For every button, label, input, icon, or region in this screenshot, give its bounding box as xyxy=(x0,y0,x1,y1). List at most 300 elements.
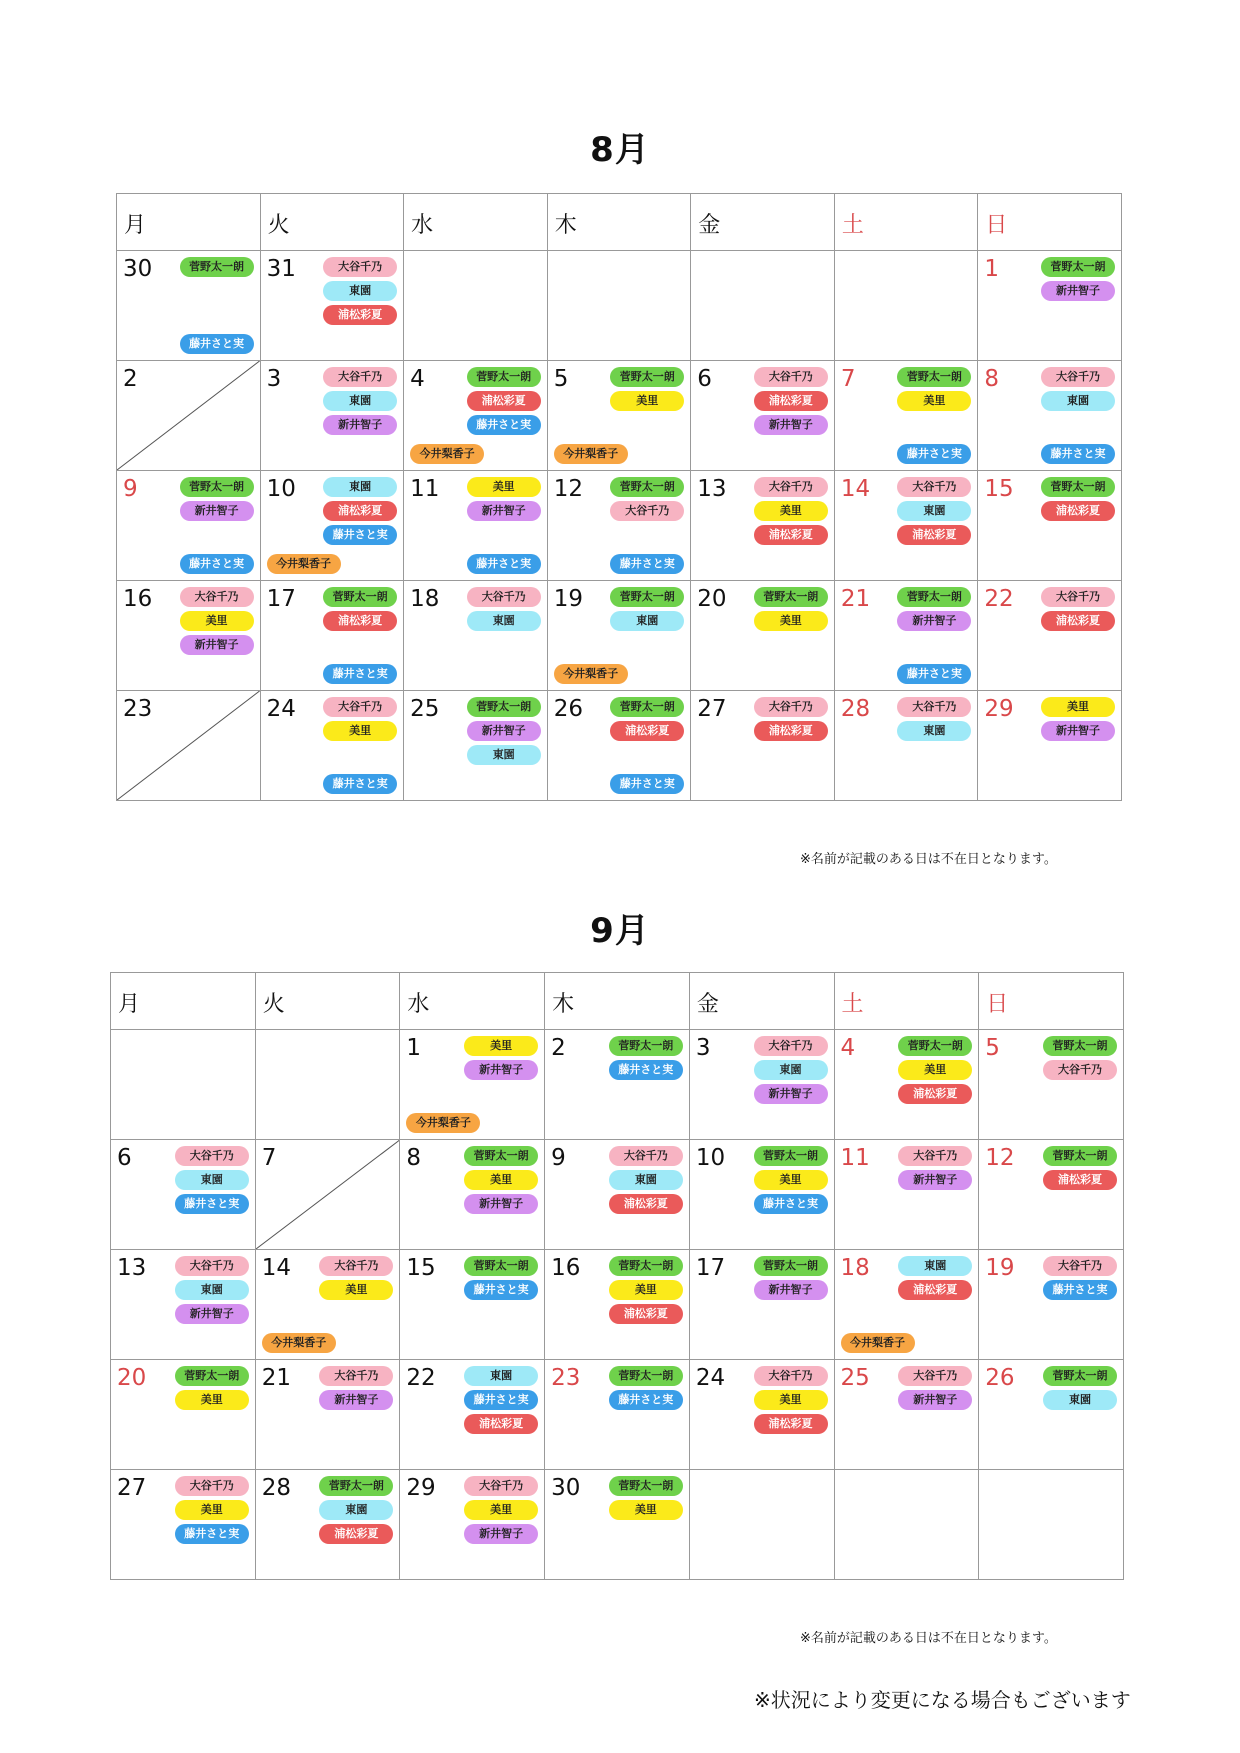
absence-tags xyxy=(897,367,971,415)
week-row xyxy=(111,1030,1124,1140)
name-tag: 美里 xyxy=(897,391,971,411)
day-cell xyxy=(117,691,261,801)
day-number: 9 xyxy=(551,1145,566,1171)
absence-tags xyxy=(898,1366,972,1414)
name-tag: 新井智子 xyxy=(754,1084,828,1104)
absence-tags xyxy=(464,1366,538,1438)
name-tag: 菅野太一朗 xyxy=(609,1036,683,1056)
name-tag: 菅野太一朗 xyxy=(610,697,684,717)
name-tag: 菅野太一朗 xyxy=(175,1366,249,1386)
absence-tags xyxy=(467,367,541,439)
day-cell xyxy=(400,1250,545,1360)
name-tag: 東園 xyxy=(897,721,971,741)
name-tag: 浦松彩夏 xyxy=(1043,1170,1117,1190)
absence-tags xyxy=(180,587,254,659)
name-tag: 美里 xyxy=(464,1036,538,1056)
day-cell xyxy=(400,1360,545,1470)
name-tag: 東園 xyxy=(319,1500,393,1520)
name-tag: 藤井さと実 xyxy=(464,1390,538,1410)
absence-tags xyxy=(610,697,684,745)
weekday-header xyxy=(689,973,834,1030)
absence-tags xyxy=(323,697,397,745)
day-number: 19 xyxy=(985,1255,1015,1281)
absence-tags xyxy=(467,697,541,769)
week-row xyxy=(117,361,1122,471)
name-tag: 東園 xyxy=(323,281,397,301)
day-number: 1 xyxy=(406,1035,422,1061)
name-tag: 大谷千乃 xyxy=(175,1146,249,1166)
day-number: 8 xyxy=(406,1145,422,1171)
absence-tags xyxy=(323,477,397,549)
name-tag: 藤井さと実 xyxy=(897,444,971,464)
name-tag: 美里 xyxy=(754,1390,828,1410)
name-tag: 藤井さと実 xyxy=(1043,1280,1117,1300)
name-tag: 新井智子 xyxy=(464,1194,538,1214)
weekday-header xyxy=(979,973,1124,1030)
name-tag: 今井梨香子 xyxy=(267,554,341,574)
day-number: 31 xyxy=(266,256,296,282)
day-number: 27 xyxy=(117,1475,147,1501)
weekday-label: 金 xyxy=(698,213,721,238)
day-cell xyxy=(691,361,835,471)
name-tag: 美里 xyxy=(609,1500,683,1520)
name-tag: 東園 xyxy=(898,1256,972,1276)
day-cell xyxy=(404,251,548,361)
name-tag: 藤井さと実 xyxy=(464,1280,538,1300)
day-cell xyxy=(979,1360,1124,1470)
name-tag: 東園 xyxy=(323,477,397,497)
name-tag: 浦松彩夏 xyxy=(897,525,971,545)
name-tag: 今井梨香子 xyxy=(554,444,628,464)
day-cell xyxy=(689,1470,834,1580)
day-cell xyxy=(400,1470,545,1580)
day-cell xyxy=(979,1140,1124,1250)
name-tag: 大谷千乃 xyxy=(467,587,541,607)
day-cell xyxy=(834,1470,979,1580)
day-cell xyxy=(404,471,548,581)
name-tag: 新井智子 xyxy=(464,1524,538,1544)
weekday-header xyxy=(111,973,256,1030)
day-cell xyxy=(689,1140,834,1250)
absence-tags xyxy=(467,587,541,635)
name-tag: 東園 xyxy=(897,501,971,521)
absence-tags xyxy=(754,367,828,439)
name-tag: 浦松彩夏 xyxy=(319,1524,393,1544)
week-row xyxy=(111,1250,1124,1360)
name-tag: 今井梨香子 xyxy=(841,1333,915,1353)
name-tag: 藤井さと実 xyxy=(180,554,254,574)
day-cell xyxy=(978,691,1122,801)
name-tag: 藤井さと実 xyxy=(175,1194,249,1214)
day-cell xyxy=(978,251,1122,361)
name-tag: 菅野太一朗 xyxy=(180,477,254,497)
name-tag: 大谷千乃 xyxy=(1041,587,1115,607)
absence-tags xyxy=(754,477,828,549)
day-number: 28 xyxy=(261,1475,291,1501)
absence-tags xyxy=(464,1146,538,1218)
name-tag: 菅野太一朗 xyxy=(754,587,828,607)
name-tag: 藤井さと実 xyxy=(323,774,397,794)
day-number: 13 xyxy=(117,1255,147,1281)
day-number: 10 xyxy=(695,1145,726,1171)
name-tag: 美里 xyxy=(175,1500,249,1520)
weekday-label: 木 xyxy=(552,992,575,1017)
name-tag: 藤井さと実 xyxy=(610,774,684,794)
name-tag: 藤井さと実 xyxy=(609,1060,683,1080)
no-entry-slash xyxy=(117,361,260,470)
name-tag: 藤井さと実 xyxy=(610,554,684,574)
day-number: 13 xyxy=(697,476,727,502)
day-cell xyxy=(834,1360,979,1470)
absence-tags xyxy=(897,587,971,635)
absence-tags xyxy=(180,477,254,525)
name-tag: 浦松彩夏 xyxy=(609,1194,683,1214)
day-number: 7 xyxy=(261,1145,277,1171)
name-tag: 大谷千乃 xyxy=(754,367,828,387)
no-entry-slash xyxy=(256,1140,400,1249)
absence-tags xyxy=(897,697,971,745)
name-tag: 藤井さと実 xyxy=(323,525,397,545)
week-row xyxy=(111,1360,1124,1470)
day-cell xyxy=(834,691,978,801)
name-tag: 新井智子 xyxy=(1041,721,1115,741)
name-tag: 大谷千乃 xyxy=(323,257,397,277)
weekday-label: 金 xyxy=(696,992,719,1017)
week-row xyxy=(111,1470,1124,1580)
name-tag: 菅野太一朗 xyxy=(609,1256,683,1276)
name-tag: 美里 xyxy=(175,1390,249,1410)
name-tag: 大谷千乃 xyxy=(1043,1060,1117,1080)
day-cell xyxy=(691,691,835,801)
day-number: 14 xyxy=(840,476,871,502)
day-cell xyxy=(834,1030,979,1140)
day-cell xyxy=(979,1250,1124,1360)
name-tag: 東園 xyxy=(609,1170,683,1190)
name-tag: 大谷千乃 xyxy=(464,1476,538,1496)
day-cell xyxy=(545,1030,690,1140)
day-number: 26 xyxy=(553,696,583,722)
name-tag: 今井梨香子 xyxy=(262,1333,336,1353)
day-cell xyxy=(255,1140,400,1250)
calendar-august xyxy=(116,193,1122,801)
absence-tags xyxy=(1041,697,1115,745)
name-tag: 東園 xyxy=(1043,1390,1117,1410)
name-tag: 今井梨香子 xyxy=(406,1113,480,1133)
day-number: 5 xyxy=(985,1035,1000,1061)
weekday-label: 木 xyxy=(554,213,577,238)
absence-tags xyxy=(467,477,541,525)
day-number: 2 xyxy=(123,366,138,392)
day-cell xyxy=(117,471,261,581)
week-row xyxy=(117,471,1122,581)
name-tag: 東園 xyxy=(467,611,541,631)
absence-tags xyxy=(754,1146,828,1218)
day-number: 15 xyxy=(984,476,1014,502)
absence-tags xyxy=(754,1366,828,1438)
day-number: 11 xyxy=(410,476,440,502)
name-tag: 大谷千乃 xyxy=(319,1366,393,1386)
absence-tags xyxy=(754,1256,828,1304)
day-cell xyxy=(111,1030,256,1140)
name-tag: 今井梨香子 xyxy=(410,444,484,464)
name-tag: 美里 xyxy=(464,1170,538,1190)
name-tag: 浦松彩夏 xyxy=(1041,501,1115,521)
name-tag: 新井智子 xyxy=(754,1280,828,1300)
name-tag: 菅野太一朗 xyxy=(897,587,971,607)
weekday-label: 月 xyxy=(118,992,141,1017)
day-cell xyxy=(547,471,691,581)
absence-tags xyxy=(754,697,828,745)
weekday-header xyxy=(404,194,548,251)
name-tag: 東園 xyxy=(467,745,541,765)
week-row xyxy=(117,251,1122,361)
month-title-september: 9月 xyxy=(590,911,650,951)
name-tag: 美里 xyxy=(898,1060,972,1080)
day-cell xyxy=(117,251,261,361)
absence-tags xyxy=(754,587,828,635)
day-number: 30 xyxy=(123,256,153,282)
name-tag: 大谷千乃 xyxy=(609,1146,683,1166)
name-tag: 美里 xyxy=(464,1500,538,1520)
absence-tags xyxy=(897,477,971,549)
absence-tags xyxy=(1041,587,1115,635)
name-tag: 東園 xyxy=(175,1280,249,1300)
day-cell xyxy=(691,471,835,581)
name-tag: 新井智子 xyxy=(1041,281,1115,301)
absence-note-september: ※名前が記載のある日は不在日となります。 xyxy=(800,1631,1057,1646)
name-tag: 菅野太一朗 xyxy=(464,1256,538,1276)
name-tag: 大谷千乃 xyxy=(754,697,828,717)
absence-tags xyxy=(323,257,397,329)
name-tag: 大谷千乃 xyxy=(1041,367,1115,387)
absence-tags xyxy=(754,1036,828,1108)
day-cell xyxy=(545,1470,690,1580)
weekday-header xyxy=(400,973,545,1030)
day-number: 10 xyxy=(266,476,296,502)
day-cell xyxy=(111,1360,256,1470)
weekday-label: 月 xyxy=(124,213,147,238)
absence-tags xyxy=(175,1366,249,1414)
day-cell xyxy=(691,581,835,691)
absence-tags xyxy=(1041,477,1115,525)
day-cell xyxy=(255,1250,400,1360)
name-tag: 浦松彩夏 xyxy=(898,1280,972,1300)
name-tag: 美里 xyxy=(467,477,541,497)
name-tag: 新井智子 xyxy=(898,1390,972,1410)
name-tag: 浦松彩夏 xyxy=(610,721,684,741)
name-tag: 藤井さと実 xyxy=(1041,444,1115,464)
day-number: 29 xyxy=(406,1475,436,1501)
day-cell xyxy=(260,251,404,361)
day-cell xyxy=(117,581,261,691)
name-tag: 大谷千乃 xyxy=(323,367,397,387)
absence-tags xyxy=(610,367,684,415)
day-cell xyxy=(547,251,691,361)
weekday-label: 火 xyxy=(262,992,285,1017)
name-tag: 大谷千乃 xyxy=(175,1256,249,1276)
name-tag: 藤井さと実 xyxy=(754,1194,828,1214)
week-row xyxy=(111,1140,1124,1250)
name-tag: 菅野太一朗 xyxy=(467,367,541,387)
absence-tags xyxy=(610,477,684,525)
week-row xyxy=(117,691,1122,801)
day-number: 24 xyxy=(266,696,296,722)
absence-tags xyxy=(609,1366,683,1414)
day-cell xyxy=(978,581,1122,691)
name-tag: 菅野太一朗 xyxy=(610,367,684,387)
day-number: 11 xyxy=(840,1145,870,1171)
name-tag: 大谷千乃 xyxy=(180,587,254,607)
absence-tags xyxy=(898,1256,972,1304)
absence-tags xyxy=(898,1036,972,1108)
day-cell xyxy=(545,1250,690,1360)
day-number: 16 xyxy=(551,1255,581,1281)
day-cell xyxy=(691,251,835,361)
day-number: 7 xyxy=(840,366,856,392)
absence-tags xyxy=(1043,1146,1117,1194)
day-number: 4 xyxy=(410,366,425,392)
day-cell xyxy=(260,471,404,581)
absence-tags xyxy=(175,1146,249,1218)
name-tag: 藤井さと実 xyxy=(467,415,541,435)
absence-tags xyxy=(1043,1036,1117,1084)
name-tag: 大谷千乃 xyxy=(1043,1256,1117,1276)
name-tag: 菅野太一朗 xyxy=(754,1146,828,1166)
day-cell xyxy=(834,1250,979,1360)
no-entry-slash xyxy=(117,691,260,800)
name-tag: 東園 xyxy=(610,611,684,631)
day-cell xyxy=(255,1360,400,1470)
name-tag: 藤井さと実 xyxy=(467,554,541,574)
name-tag: 美里 xyxy=(610,391,684,411)
name-tag: 菅野太一朗 xyxy=(1043,1146,1117,1166)
week-row xyxy=(117,581,1122,691)
name-tag: 菅野太一朗 xyxy=(897,367,971,387)
name-tag: 浦松彩夏 xyxy=(323,305,397,325)
day-number: 28 xyxy=(840,696,871,722)
day-number: 15 xyxy=(406,1255,436,1281)
weekday-header xyxy=(255,973,400,1030)
day-number: 17 xyxy=(695,1255,726,1281)
name-tag: 美里 xyxy=(754,1170,828,1190)
weekday-label: 火 xyxy=(267,213,290,238)
name-tag: 菅野太一朗 xyxy=(1041,477,1115,497)
absence-tags xyxy=(609,1036,683,1084)
absence-tags xyxy=(180,257,254,281)
name-tag: 新井智子 xyxy=(180,501,254,521)
name-tag: 浦松彩夏 xyxy=(323,611,397,631)
day-cell xyxy=(404,581,548,691)
day-number: 6 xyxy=(117,1145,132,1171)
day-number: 6 xyxy=(697,366,712,392)
name-tag: 美里 xyxy=(609,1280,683,1300)
weekday-header xyxy=(117,194,261,251)
name-tag: 大谷千乃 xyxy=(175,1476,249,1496)
name-tag: 菅野太一朗 xyxy=(610,477,684,497)
day-number: 20 xyxy=(697,586,727,612)
name-tag: 新井智子 xyxy=(180,635,254,655)
name-tag: 菅野太一朗 xyxy=(180,257,254,277)
day-cell xyxy=(834,251,978,361)
name-tag: 美里 xyxy=(180,611,254,631)
day-number: 25 xyxy=(840,1365,870,1391)
absence-tags xyxy=(319,1256,393,1304)
day-number: 20 xyxy=(117,1365,147,1391)
month-title-august: 8月 xyxy=(590,130,650,170)
day-number: 23 xyxy=(123,696,153,722)
name-tag: 東園 xyxy=(323,391,397,411)
day-number: 24 xyxy=(695,1365,726,1391)
name-tag: 浦松彩夏 xyxy=(609,1304,683,1324)
day-cell xyxy=(547,581,691,691)
day-number: 3 xyxy=(266,366,282,392)
name-tag: 美里 xyxy=(754,501,828,521)
day-number: 12 xyxy=(553,476,583,502)
absence-tags xyxy=(323,367,397,439)
name-tag: 東園 xyxy=(754,1060,828,1080)
day-cell xyxy=(834,581,978,691)
name-tag: 大谷千乃 xyxy=(323,697,397,717)
day-cell xyxy=(111,1470,256,1580)
day-cell xyxy=(834,1140,979,1250)
name-tag: 東園 xyxy=(464,1366,538,1386)
name-tag: 大谷千乃 xyxy=(754,1366,828,1386)
weekday-label: 土 xyxy=(841,213,864,238)
day-number: 4 xyxy=(840,1035,856,1061)
name-tag: 浦松彩夏 xyxy=(467,391,541,411)
name-tag: 藤井さと実 xyxy=(180,334,254,354)
name-tag: 菅野太一朗 xyxy=(754,1256,828,1276)
absence-tags xyxy=(1041,257,1115,305)
day-cell xyxy=(400,1030,545,1140)
name-tag: 大谷千乃 xyxy=(898,1146,972,1166)
day-cell xyxy=(689,1250,834,1360)
day-cell xyxy=(111,1140,256,1250)
day-cell xyxy=(978,361,1122,471)
day-number: 16 xyxy=(123,586,153,612)
name-tag: 東園 xyxy=(175,1170,249,1190)
day-cell xyxy=(404,361,548,471)
name-tag: 藤井さと実 xyxy=(609,1390,683,1410)
absence-tags xyxy=(464,1476,538,1548)
weekday-label: 土 xyxy=(841,992,864,1017)
day-cell xyxy=(979,1030,1124,1140)
name-tag: 菅野太一朗 xyxy=(1043,1366,1117,1386)
name-tag: 大谷千乃 xyxy=(898,1366,972,1386)
absence-tags xyxy=(610,587,684,635)
absence-tags xyxy=(464,1036,538,1084)
weekday-header xyxy=(834,194,978,251)
day-number: 29 xyxy=(984,696,1014,722)
day-cell xyxy=(255,1030,400,1140)
absence-tags xyxy=(323,587,397,635)
calendar-september xyxy=(110,972,1124,1580)
weekday-header xyxy=(978,194,1122,251)
absence-tags xyxy=(175,1256,249,1328)
name-tag: 大谷千乃 xyxy=(610,501,684,521)
day-cell xyxy=(547,361,691,471)
name-tag: 浦松彩夏 xyxy=(323,501,397,521)
name-tag: 大谷千乃 xyxy=(319,1256,393,1276)
absence-tags xyxy=(464,1256,538,1304)
day-cell xyxy=(545,1360,690,1470)
name-tag: 新井智子 xyxy=(319,1390,393,1410)
name-tag: 菅野太一朗 xyxy=(464,1146,538,1166)
day-cell xyxy=(260,691,404,801)
day-cell xyxy=(404,691,548,801)
weekday-header xyxy=(691,194,835,251)
name-tag: 大谷千乃 xyxy=(754,1036,828,1056)
